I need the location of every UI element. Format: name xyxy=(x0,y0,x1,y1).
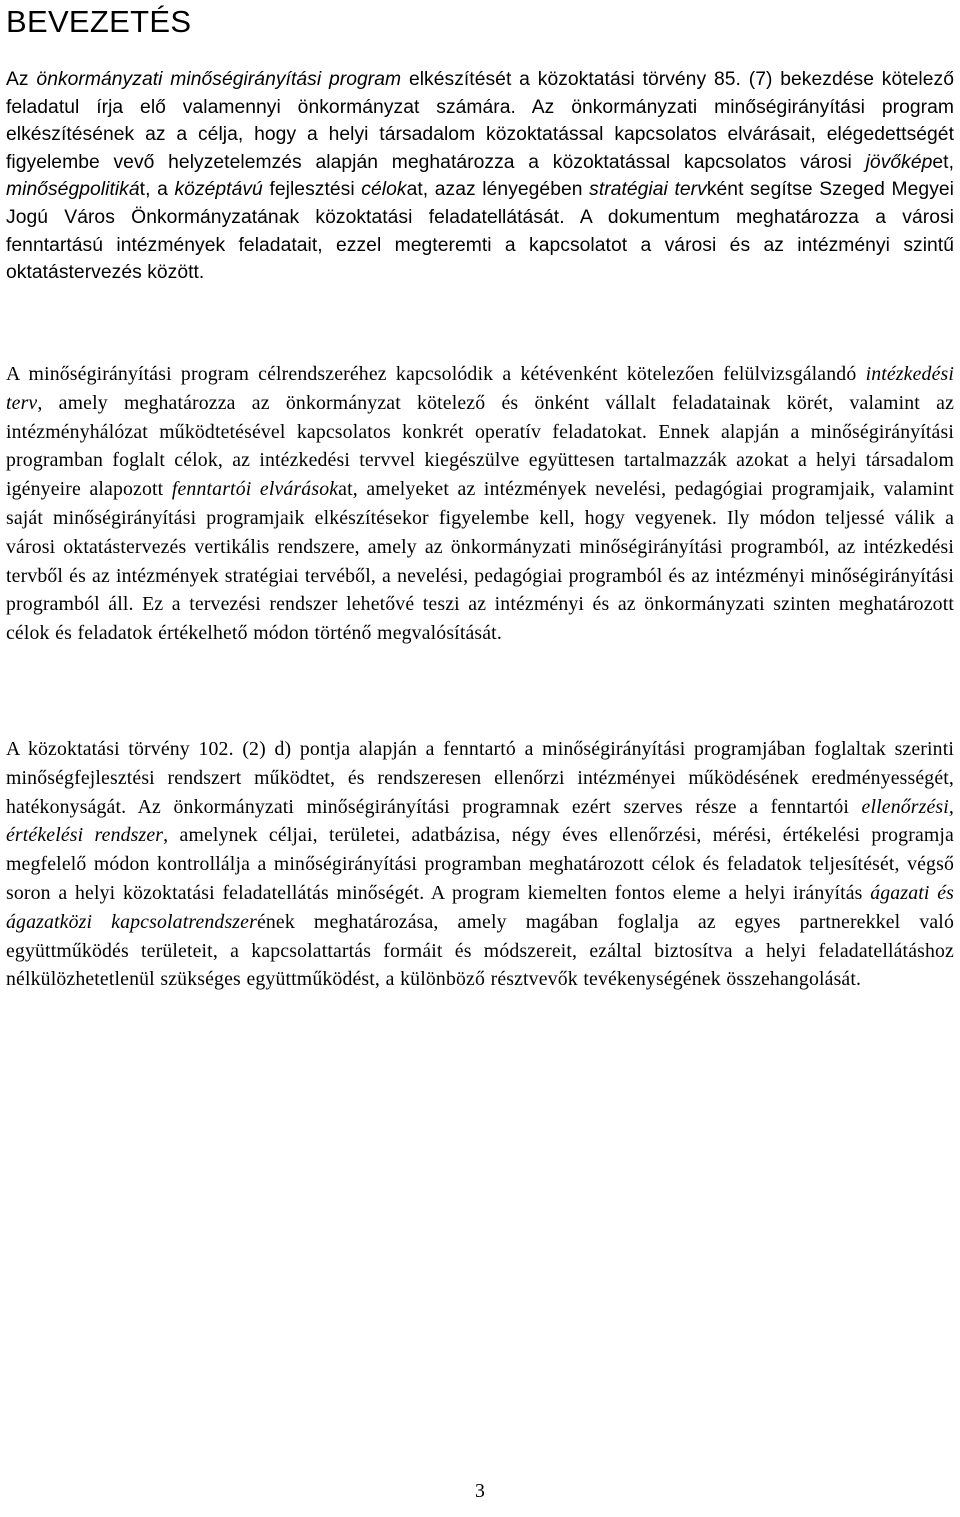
italic-phrase: minőségpolitiká xyxy=(6,179,140,201)
italic-phrase: fenntartói elvárások xyxy=(171,478,339,501)
text-run: elkészítését a közoktatási törvény 85. (7) bekezdése kötelező feladatul írja elő valamennyi önkormányzat számára. Az önkormányzati minőségirányítási program elkészítésének az a célja, hogy a helyi társadalom közoktatással kapcsolatos elvárásait, elégedettségét figyelembe vevő helyzetelemzés alapján meghatározza a közoktatással kapcsolatos városi xyxy=(6,69,954,173)
italic-phrase: középtávú xyxy=(174,179,263,201)
text-run: et, xyxy=(932,151,954,173)
text-run: at, azaz lényegében xyxy=(406,179,590,201)
page-number: 3 xyxy=(475,1480,485,1502)
text-run: fejlesztési xyxy=(262,179,362,201)
text-run: A közoktatási törvény 102. (2) d) pontja alapján a fenntartó a minőségirányítási programjában foglaltak szerinti minőségfejlesztési rendszert működtet, és rendszeresen ellenőrzi intézményei működésének eredményességét, hatékonyságát. Az önkormányzati minőségirányítási programnak ezért szerves része a fenntartói xyxy=(6,738,954,818)
text-run: ének meghatározása, amely magában foglalja az egyes partnerekkel való együttműködés területeit, a kapcsolattartás formáit és módszereit, ezáltal biztosítva a helyi feladatellátáshoz nélkülözhetetlenül szükséges együttműködést, a különböző résztvevők tevékenységének összehangolását. xyxy=(6,910,954,991)
text-run: A minőségirányítási program célrendszeréhez kapcsolódik a kétévenként kötelezően felülvizsgálandó xyxy=(6,363,866,385)
italic-phrase: önkormányzati minőségirányítási program xyxy=(36,69,402,90)
italic-phrase: jövőkép xyxy=(865,151,933,173)
text-run: Az xyxy=(6,69,37,90)
italic-phrase: ellenőrzési, értékelési rendszer xyxy=(6,795,954,847)
text-run: ként segítse Szeged Megyei Jogú Város Önkormányzatának közoktatási feladatellátását. A dokumentum meghatározza a városi fenntartású intézmények feladatait, ezzel megteremti a kapcsolatot a városi és az intézményi szintű oktatástervezés között. xyxy=(6,179,955,284)
italic-phrase: stratégiai terv xyxy=(589,179,707,201)
paragraph-intro xyxy=(6,66,954,287)
page-heading: BEVEZETÉS xyxy=(6,4,192,39)
text-run: , amely meghatározza az önkormányzat kötelező és önként vállalt feladatainak körét, valamint az intézményhálózat működtetésével kapcsolatos konkrét operatív feladatokat. Ennek alapján a minőségirányítási programban foglalt célok, az intézkedési tervvel kiegészülve együttesen tartalmazzák azokat a helyi társadalom igényeire alapozott xyxy=(6,391,954,501)
italic-phrase: ágazati és ágazatközi kapcsolatrendszer xyxy=(6,881,954,933)
text-run: at, amelyeket az intézmények nevelési, pedagógiai programjaik, valamint saját minőségirányítási programjaik elkészítésekor figyelembe kell, hogy vegyenek. Ily módon teljessé válik a városi oktatástervezés vertikális rendszere, amely az önkormányzati minőségirányítási programból, az intézkedési tervből és az intézmények stratégiai tervéből, a nevelési, pedagógiai programból és az intézményi minőségirányítási programból áll. Ez a tervezési rendszer lehetővé teszi az intézményi és az önkormányzati szinten meghatározott célok és feladatok értékelhető módon történő megvalósítását. xyxy=(6,478,954,645)
italic-phrase: célok xyxy=(361,179,407,201)
text-run: t, a xyxy=(139,179,175,201)
italic-phrase: intézkedési terv xyxy=(6,363,954,414)
paragraph-evaluation-system xyxy=(6,735,954,994)
paragraph-action-plan xyxy=(6,360,954,648)
text-run: , amelynek céljai, területei, adatbázisa, négy éves ellenőrzési, mérési, értékelési programja megfelelő módon kontrollálja a minőségirányítási programban meghatározott célok és feladatok teljesítését, végső soron a helyi közoktatási feladatellátás minőségét. A program kiemelten fontos eleme a helyi irányítás xyxy=(6,824,954,904)
